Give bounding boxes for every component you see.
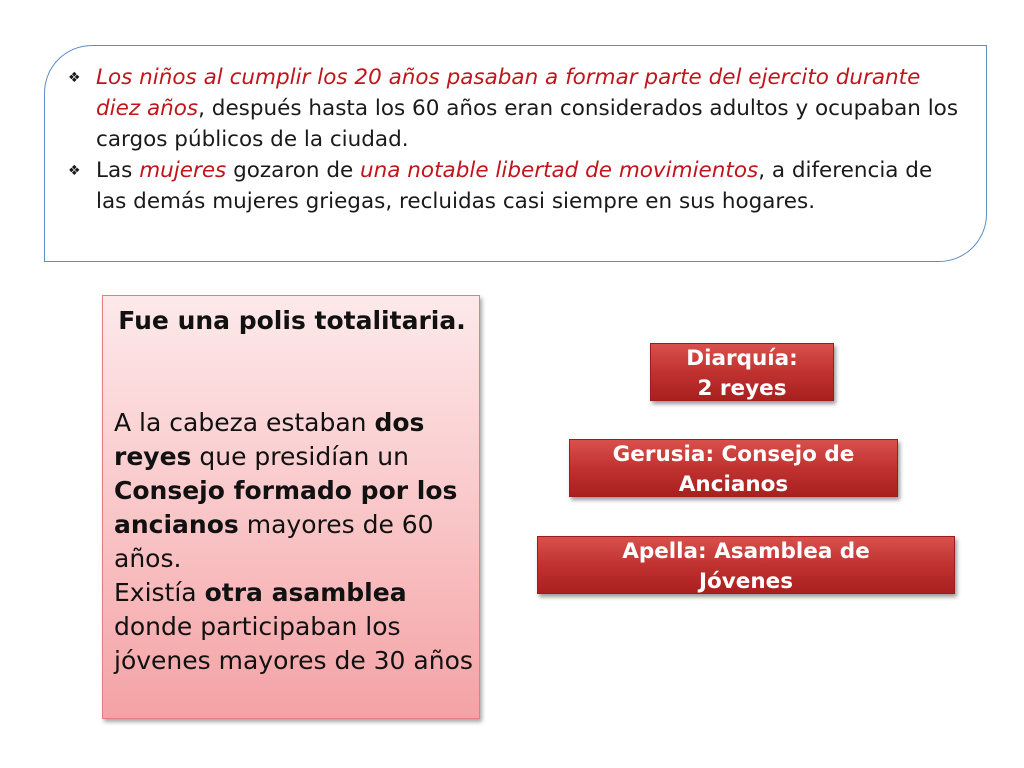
apella-box xyxy=(537,536,955,594)
summary-text: A la cabeza estaban xyxy=(114,408,375,437)
summary-text: que presidían un xyxy=(191,442,409,471)
bullet1-text: , después hasta los 60 años eran considerados adultos y ocupaban los cargos públicos de la ciudad. xyxy=(96,96,959,152)
summary-text: Existía xyxy=(114,578,205,607)
diarquia-box xyxy=(650,343,834,401)
diamond-bullet-icon: ❖ xyxy=(68,70,81,86)
summary-bold: dos reyes xyxy=(114,408,425,471)
summary-text: mayores de 60 años. xyxy=(114,510,434,573)
diarquia-label: Diarquía: xyxy=(686,346,798,371)
gerusia-detail: Ancianos xyxy=(678,472,789,497)
gerusia-box xyxy=(569,439,898,497)
bullet-item xyxy=(66,62,966,155)
polis-summary-box xyxy=(102,295,480,719)
summary-body xyxy=(114,406,476,678)
summary-title: Fue una polis totalitaria. xyxy=(118,306,466,335)
apella-detail: Jóvenes xyxy=(698,569,794,594)
summary-text: donde participaban los jóvenes mayores de 30 años xyxy=(114,612,473,675)
summary-bold: otra asamblea xyxy=(204,578,407,607)
gerusia-label: Gerusia: Consejo de xyxy=(612,442,855,467)
bullet2-text: Las xyxy=(96,158,140,183)
bullet2-emphasis: una notable libertad de movimientos xyxy=(360,158,759,183)
bullet2-text: gozaron de xyxy=(226,158,361,183)
diamond-bullet-icon: ❖ xyxy=(68,163,81,179)
diarquia-detail: 2 reyes xyxy=(697,376,787,401)
summary-bold: Consejo formado por los ancianos xyxy=(114,476,458,539)
bullet2-text: , a diferencia de las demás mujeres griegas, recluidas casi siempre en sus hogares. xyxy=(96,158,933,214)
bullet1-emphasis: Los niños al cumplir los 20 años pasaban a formar parte del ejercito durante diez años xyxy=(96,65,921,121)
bullet-item xyxy=(66,155,966,217)
apella-label: Apella: Asamblea de xyxy=(622,539,870,564)
bullet2-emphasis: mujeres xyxy=(139,158,227,183)
bullet-list xyxy=(66,62,966,217)
